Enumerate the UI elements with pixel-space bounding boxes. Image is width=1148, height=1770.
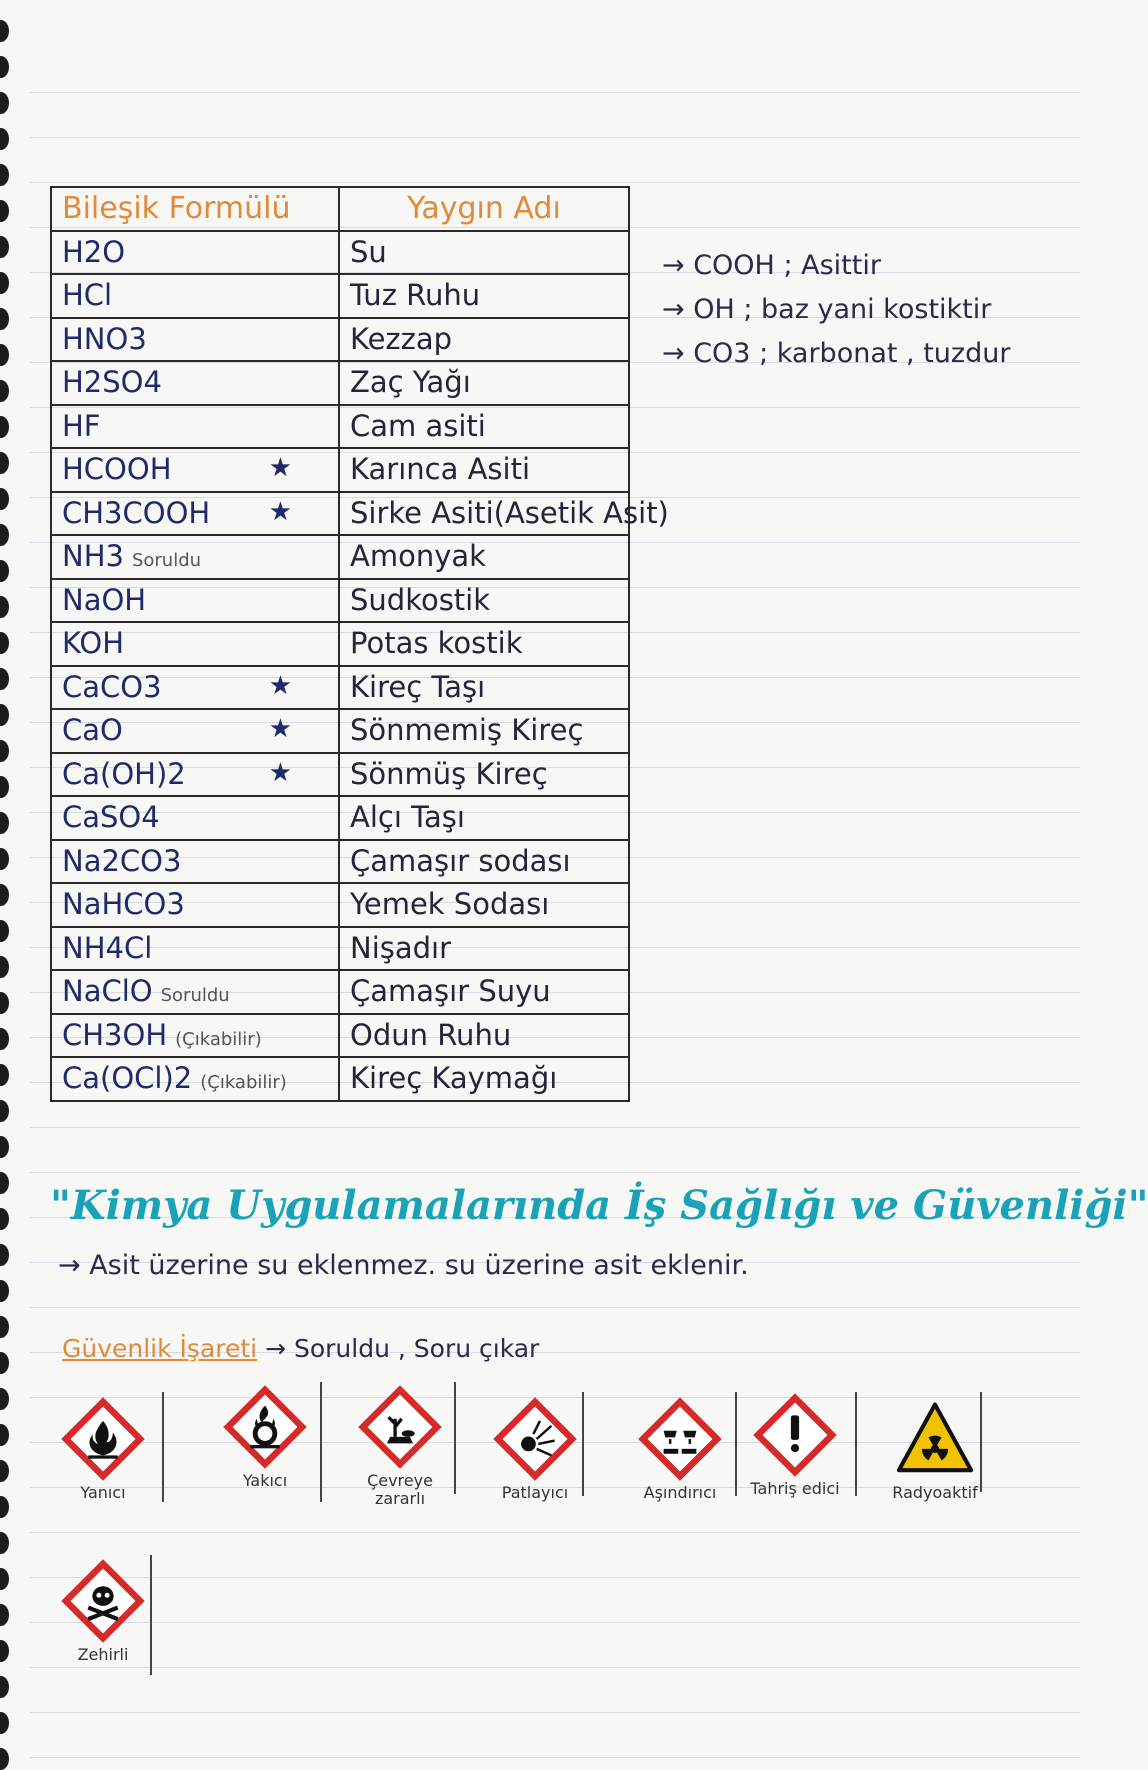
safety-title: Güvenlik İşareti (62, 1334, 258, 1363)
side-note-1: → COOH ; Asittir (662, 250, 881, 281)
binding-ring (0, 1532, 9, 1554)
ruled-line (30, 1127, 1080, 1128)
formula-cell (51, 448, 339, 492)
binding-ring (0, 236, 9, 258)
formula-text: CaO (62, 713, 123, 748)
formula-text: Ca(OCl)2 (62, 1061, 193, 1096)
side-note-2: → OH ; baz yani kostiktir (662, 294, 992, 325)
common-name-cell: Su (339, 231, 629, 275)
formula-cell (51, 1014, 339, 1058)
table-row (51, 274, 629, 318)
common-name-cell: Kireç Taşı (339, 666, 629, 710)
hazard-label: Radyoaktif (892, 1483, 978, 1502)
formula-text: HNO3 (62, 321, 147, 356)
explosion-icon (494, 1398, 576, 1480)
star-icon: ★ (268, 670, 292, 701)
symbol-divider (582, 1392, 584, 1496)
binding-ring (0, 1712, 9, 1734)
ruled-line (30, 137, 1080, 138)
common-name-cell: Odun Ruhu (339, 1014, 629, 1058)
table-row (51, 448, 629, 492)
binding-ring (0, 740, 9, 762)
formula-text: HCOOH (62, 452, 172, 487)
common-name-cell: Cam asiti (339, 405, 629, 449)
formula-cell (51, 492, 339, 536)
table-row (51, 970, 629, 1014)
common-name-cell: Sirke Asiti(Asetik Asit) (339, 492, 629, 536)
formula-cell (51, 318, 339, 362)
formula-cell (51, 970, 339, 1014)
formula-text: CH3COOH (62, 495, 211, 530)
formula-note: Soruldu (131, 550, 202, 572)
binding-ring (0, 1676, 9, 1698)
skull-icon (62, 1560, 144, 1642)
header-formula: Bileşik Formülü (51, 187, 339, 231)
ruled-line (30, 1712, 1080, 1713)
binding-ring (0, 308, 9, 330)
binding-ring (0, 524, 9, 546)
formula-cell (51, 666, 339, 710)
hazard-symbol (210, 1386, 320, 1490)
binding-ring (0, 956, 9, 978)
binding-ring (0, 812, 9, 834)
symbol-divider (162, 1392, 164, 1502)
star-icon: ★ (268, 757, 292, 788)
binding-ring (0, 1388, 9, 1410)
common-name-cell: Zaç Yağı (339, 361, 629, 405)
header-name: Yaygın Adı (339, 187, 629, 231)
binding-ring (0, 1568, 9, 1590)
binding-ring (0, 1424, 9, 1446)
formula-text: Ca(OH)2 (62, 756, 186, 791)
formula-cell (51, 535, 339, 579)
table-row (51, 666, 629, 710)
formula-text: H2O (62, 234, 126, 269)
formula-cell (51, 753, 339, 797)
formula-text: NH4Cl (62, 930, 153, 965)
ruled-line (30, 1757, 1080, 1758)
hazard-symbol (480, 1398, 590, 1502)
hazard-label: Aşındırıcı (643, 1483, 717, 1502)
formula-cell (51, 796, 339, 840)
binding-ring (0, 1316, 9, 1338)
formula-note: Soruldu (160, 985, 230, 1007)
flame-over-circle-icon (224, 1386, 306, 1468)
table-row (51, 753, 629, 797)
formula-text: HF (62, 408, 101, 443)
binding-ring (0, 1028, 9, 1050)
binding-ring (0, 164, 9, 186)
acid-water-rule: → Asit üzerine su eklenmez. su üzerine asit eklenir. (58, 1250, 749, 1281)
table-row (51, 1057, 629, 1101)
binding-ring (0, 560, 9, 582)
binding-ring (0, 92, 9, 114)
common-name-cell: Sudkostik (339, 579, 629, 623)
star-icon: ★ (268, 714, 292, 745)
table-header-row (51, 187, 629, 231)
table-row (51, 579, 629, 623)
hazard-label: Tahriş edici (750, 1479, 840, 1498)
formula-cell (51, 927, 339, 971)
binding-ring (0, 1352, 9, 1374)
binding-ring (0, 632, 9, 654)
binding-ring (0, 1604, 9, 1626)
formula-cell (51, 361, 339, 405)
table-row (51, 796, 629, 840)
hazard-symbol (880, 1398, 990, 1502)
binding-ring (0, 1172, 9, 1194)
formula-text: CaCO3 (62, 669, 162, 704)
formula-text: KOH (62, 626, 125, 661)
common-name-cell: Tuz Ruhu (339, 274, 629, 318)
formula-cell (51, 840, 339, 884)
formula-text: NaOH (62, 582, 147, 617)
binding-ring (0, 1208, 9, 1230)
table-row (51, 622, 629, 666)
formula-text: H2SO4 (62, 365, 162, 400)
formula-text: HCl (62, 278, 113, 313)
hazard-symbol (740, 1394, 850, 1498)
ruled-line (30, 1667, 1080, 1668)
symbol-divider (320, 1382, 322, 1502)
ruled-line (30, 1532, 1080, 1533)
symbol-divider (150, 1555, 152, 1675)
formula-text: CH3OH (62, 1017, 168, 1052)
ruled-line (30, 1172, 1080, 1173)
formula-text: CaSO4 (62, 800, 160, 835)
binding-ring (0, 704, 9, 726)
binding-ring (0, 200, 9, 222)
flame-icon (62, 1398, 144, 1480)
table-row (51, 883, 629, 927)
spiral-binding (0, 0, 14, 1767)
ruled-line (30, 92, 1080, 93)
radioactive-icon (894, 1398, 976, 1480)
symbol-divider (980, 1392, 982, 1492)
binding-ring (0, 20, 9, 42)
environment-icon (359, 1386, 441, 1468)
table-row (51, 405, 629, 449)
binding-ring (0, 488, 9, 510)
table-row (51, 231, 629, 275)
ruled-line (30, 1622, 1080, 1623)
binding-ring (0, 668, 9, 690)
table-row (51, 492, 629, 536)
table-row (51, 1014, 629, 1058)
binding-ring (0, 884, 9, 906)
common-name-cell: Sönmemiş Kireç (339, 709, 629, 753)
formula-note: (Çıkabilir) (200, 1072, 287, 1094)
formula-text: NH3 (62, 539, 124, 574)
formula-cell (51, 405, 339, 449)
section-title: "Kimya Uygulamalarında İş Sağlığı ve Güvenliği" (50, 1182, 1148, 1229)
exclamation-icon (754, 1394, 836, 1476)
hazard-label: Zehirli (77, 1645, 129, 1664)
hazard-label: Yanıcı (80, 1483, 126, 1502)
ruled-line (30, 1307, 1080, 1308)
symbol-divider (454, 1382, 456, 1494)
corrosion-icon (639, 1398, 721, 1480)
formula-cell (51, 1057, 339, 1101)
star-icon: ★ (268, 496, 292, 527)
safety-line (62, 1334, 539, 1363)
common-name-cell: Çamaşır sodası (339, 840, 629, 884)
table-row (51, 709, 629, 753)
binding-ring (0, 1280, 9, 1302)
binding-ring (0, 1064, 9, 1086)
common-name-cell: Çamaşır Suyu (339, 970, 629, 1014)
binding-ring (0, 1100, 9, 1122)
symbol-divider (855, 1392, 857, 1496)
ruled-line (30, 1577, 1080, 1578)
star-icon: ★ (268, 453, 292, 484)
binding-ring (0, 992, 9, 1014)
common-name-cell: Yemek Sodası (339, 883, 629, 927)
formula-cell (51, 274, 339, 318)
binding-ring (0, 1136, 9, 1158)
table-row (51, 535, 629, 579)
binding-ring (0, 452, 9, 474)
binding-ring (0, 344, 9, 366)
formula-cell (51, 883, 339, 927)
common-name-cell: Karınca Asiti (339, 448, 629, 492)
formula-cell (51, 709, 339, 753)
table-row (51, 361, 629, 405)
common-name-cell: Kezzap (339, 318, 629, 362)
hazard-label: Çevreye zararlı (367, 1471, 433, 1508)
hazard-symbol (48, 1398, 158, 1502)
binding-ring (0, 56, 9, 78)
formula-text: Na2CO3 (62, 843, 182, 878)
common-name-cell: Amonyak (339, 535, 629, 579)
common-name-cell: Sönmüş Kireç (339, 753, 629, 797)
ruled-line (30, 182, 1080, 183)
hazard-label: Patlayıcı (501, 1483, 569, 1502)
binding-ring (0, 848, 9, 870)
binding-ring (0, 1244, 9, 1266)
formula-cell (51, 231, 339, 275)
table-row (51, 318, 629, 362)
formula-cell (51, 622, 339, 666)
formula-cell (51, 579, 339, 623)
common-name-cell: Alçı Taşı (339, 796, 629, 840)
binding-ring (0, 596, 9, 618)
common-name-cell: Nişadır (339, 927, 629, 971)
binding-ring (0, 380, 9, 402)
symbol-divider (735, 1392, 737, 1496)
compound-table (50, 186, 669, 1102)
hazard-symbol (48, 1560, 158, 1664)
binding-ring (0, 920, 9, 942)
binding-ring (0, 1496, 9, 1518)
common-name-cell: Kireç Kaymağı (339, 1057, 629, 1101)
hazard-label: Yakıcı (242, 1471, 288, 1490)
binding-ring (0, 776, 9, 798)
formula-text: NaHCO3 (62, 887, 185, 922)
safety-note: → Soruldu , Soru çıkar (265, 1334, 540, 1363)
binding-ring (0, 1460, 9, 1482)
hazard-symbol (625, 1398, 735, 1502)
binding-ring (0, 1748, 9, 1770)
binding-ring (0, 416, 9, 438)
common-name-cell: Potas kostik (339, 622, 629, 666)
binding-ring (0, 272, 9, 294)
table-row (51, 927, 629, 971)
formula-note: (Çıkabilir) (175, 1028, 262, 1050)
binding-ring (0, 1640, 9, 1662)
formula-text: NaClO (62, 974, 153, 1009)
side-note-3: → CO3 ; karbonat , tuzdur (662, 338, 1011, 369)
table-row (51, 840, 629, 884)
hazard-symbol (345, 1386, 455, 1507)
binding-ring (0, 128, 9, 150)
